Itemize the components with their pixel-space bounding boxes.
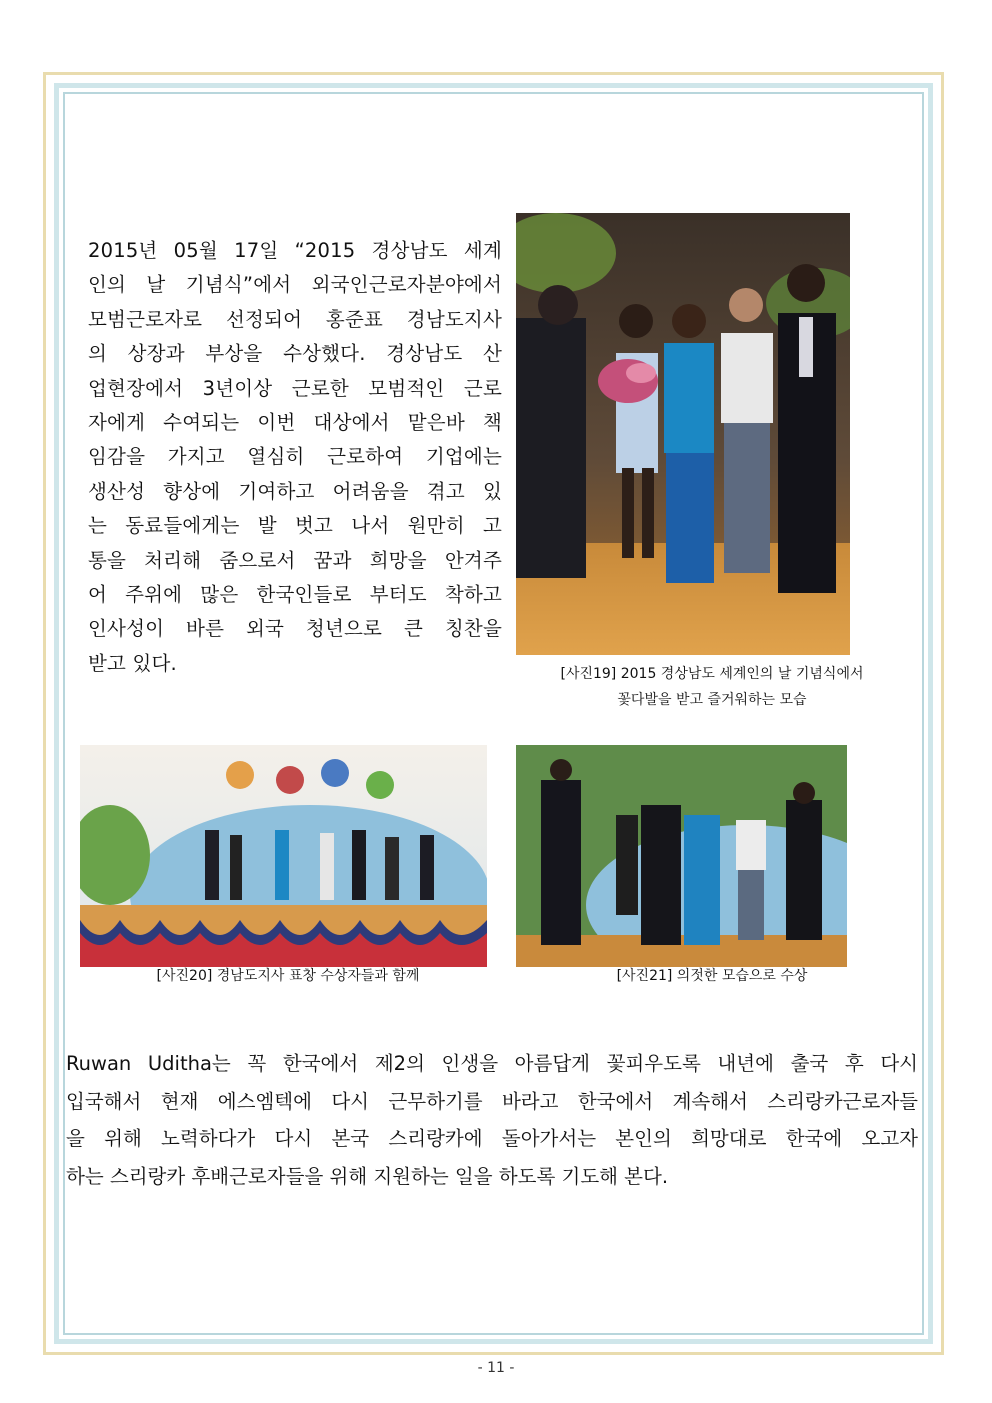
photo-21-caption: [사진21] 의젓한 모습으로 수상 [616,968,808,984]
photo-19-caption-line2: 꽃다발을 받고 즐거워하는 모습 [617,692,807,708]
text-line: 하는 스리랑카 후배근로자들을 위해 지원하는 일을 하도록 기도해 본다. [66,1164,669,1188]
text-line: 2015년 05월 17일 “2015 경상남도 세계 [88,239,502,262]
text-line: 는 동료들에게는 발 벗고 나서 원만히 고 [88,514,502,538]
text-line: 인의 날 기념식”에서 외국인근로자분야에서 [88,273,502,297]
photo-19-award-ceremony [516,213,850,655]
photo-21-award-receipt [516,745,847,967]
award-paragraph [88,234,502,681]
text-line: 을 위해 노력하다가 다시 본국 스리랑카에 돌아가서는 본인의 희망대로 한국에 오고자 [66,1127,918,1150]
text-line: 모범근로자로 선정되어 홍준표 경남도지사 [88,307,502,331]
text-line: 받고 있다. [88,651,177,675]
text-line: 자에게 수여되는 이번 대상에서 맡은바 책 [88,411,502,435]
text-line: 임감을 가지고 열심히 근로하여 기업에는 [88,445,502,469]
text-line: 업현장에서 3년이상 근로한 모범적인 근로 [88,376,502,400]
text-line: 생산성 향상에 기여하고 어려움을 겪고 있 [88,479,502,503]
closing-paragraph [66,1045,918,1195]
photo-20-caption: [사진20] 경남도지사 표창 수상자들과 함께 [156,968,420,984]
photo-20-group-award [80,745,487,967]
text-line: 어 주위에 많은 한국인들로 부터도 착하고 [88,583,502,607]
photo-19-caption-line1: [사진19] 2015 경상남도 세계인의 날 기념식에서 [560,666,864,682]
text-line: 통을 처리해 줌으로서 꿈과 희망을 안겨주 [88,548,502,572]
text-line: Ruwan Uditha는 꼭 한국에서 제2의 인생을 아름답게 꽃피우도록 내년에 출국 후 다시 [66,1052,918,1075]
text-line: 인사성이 바른 외국 청년으로 큰 칭찬을 [88,617,502,641]
text-line: 입국해서 현재 에스엠텍에 다시 근무하기를 바라고 한국에서 계속해서 스리랑카근로자들 [66,1089,918,1113]
text-line: 의 상장과 부상을 수상했다. 경상남도 산 [88,342,502,366]
page-number: - 11 - [477,1360,515,1376]
